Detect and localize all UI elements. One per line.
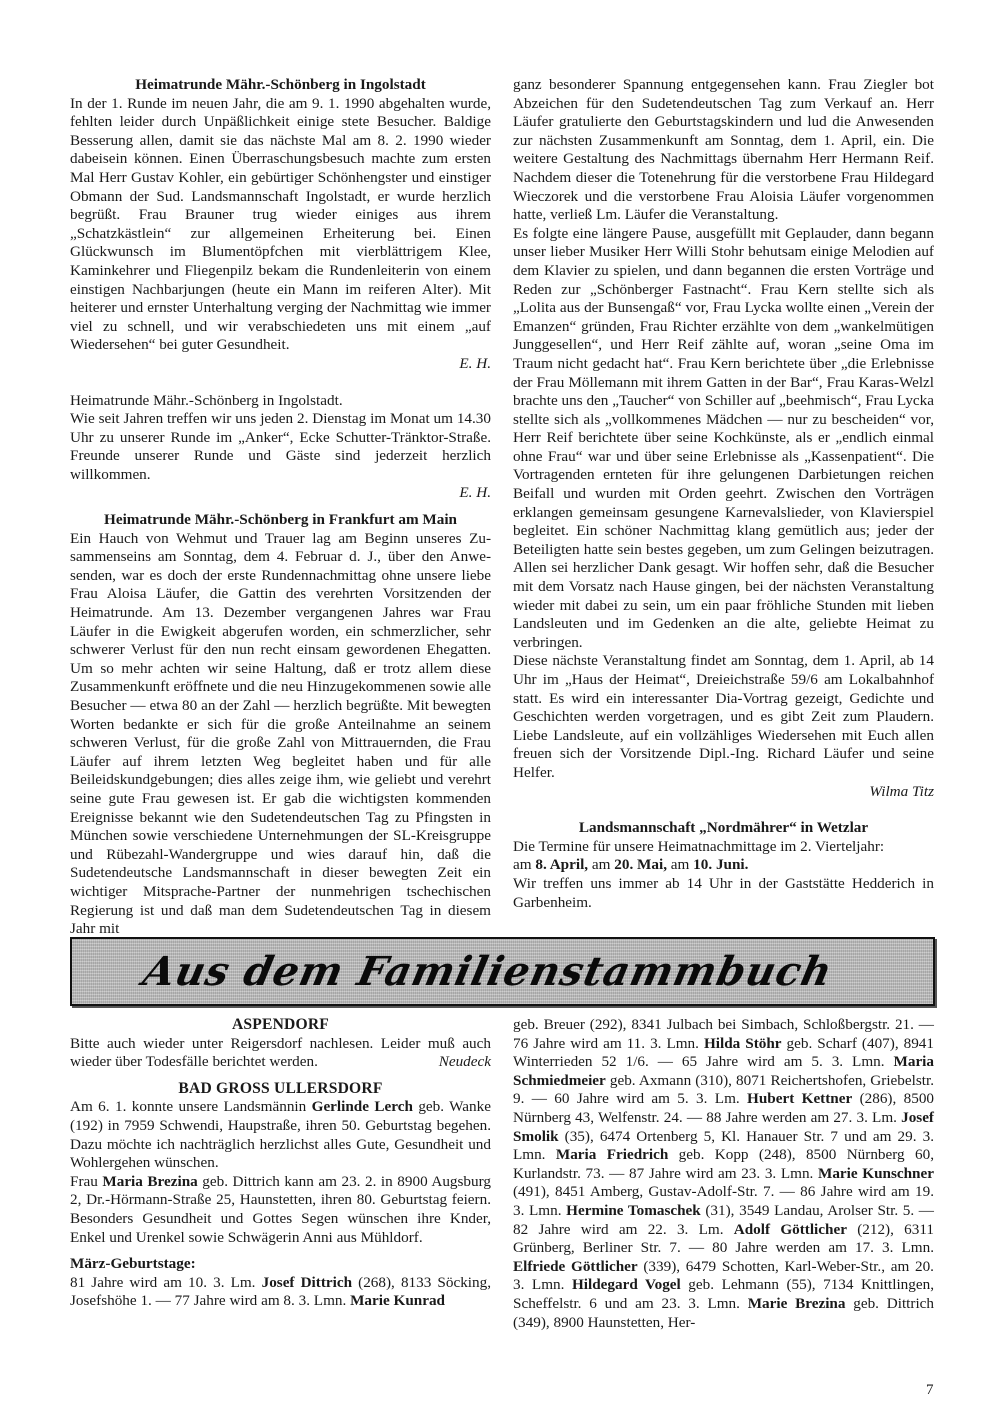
bgu-paragraph-1: [70, 1098, 491, 1172]
section-body-aspendorf: Bitte auch wieder unter Reigersdorf nachlesen. Leider muß auch wieder über Todesfälle berichtet werden.: [70, 1034, 491, 1071]
text: geb. Wanke (192) in 7959 Schwendi, Haupstraße, ihren 50. Geburtstag begehen. Dazu möchte ich nachträglich herzlichst alles Gute, Gesundheit und Wohlergehen wünschen.: [70, 1098, 491, 1172]
section-title-bad-gross-ullersdorf: BAD GROSS ULLERSDORF: [178, 1079, 383, 1097]
frankfurt-continued-p2: Es folgte eine längere Pause, ausgefüllt mit Geplauder, dann begann unser lieber Musiker Herr Willi Stohr behutsam einige Melodien auf dem Klavier zu spielen, und dann begannen die ersten Vorträge und Reden zur „Schönberger Fastnacht“. Frau Kern stellte sich als „Lolita aus der Bunsengaß“ vor, Frau Lycka wollte einen „Verein der Emanzen“ gründen, Frau Richter erzählte von dem „wankelmütigen Junggesellen“, und Herr Reif zählte auf, woran „seine Oma im Traum nicht gedacht hat“. Frau Kern berichtete über „die Erlebnisse der Frau Möllemann mit ihrem Gatten in der Bar“, Frau Karas-Welzl brachte uns den „Taucher“ von Schiller auf „beehmisch“, Frau Lycka stellte sich als „vollkommenes Mädchen — nur zu bescheiden“ vor, Herr Reif berichtete über seine Kochkünste, als er „endlich einmal ohne Frau“ war und über seine Erlebnisse als „Kassenpatient“. Die Vortragenden ernteten für ihre gelungenen Darbietungen reichen Beifall und wurden mit Orden geehrt. Zwischen den Vorträgen erklangen gemeinsam gesungene Karnevalslieder, von Klavierspiel begleitet. Ein schöner Nachmittag klang gemütlich aus; jeder der Beteiligten hatte sein bestes gegeben, um zum Gelingen beizutragen. Allen sei herzlicher Dank gesagt. Wir hoffen sehr, daß die Besucher mit dem Vorsatz nach Hause gingen, bei der nächsten Veranstaltung wieder mit dabei zu sein, um ein paar fröhliche Stunden mit lieben Landsleuten und im Gedenken an die alte, geliebte Heimat zu verbringen.: [513, 224, 934, 651]
date: 20. Mai,: [614, 856, 667, 874]
text: geb. Kopp (248), 8500 Nürnberg 60, Kurlandstr. 73. — 87 Jahre wird am 23. 3. Lmn.: [513, 1146, 934, 1182]
signature: Wilma Titz: [869, 782, 934, 800]
text: (212), 6311 Grünberg, Berliner Str. 7. — 80 Jahre werden am 17. 3. Lmn.: [513, 1220, 934, 1257]
person-name: Marie Kunschner: [817, 1164, 934, 1182]
date: 8. April,: [535, 856, 589, 874]
text: am: [513, 856, 532, 874]
bgu-paragraph-2: [70, 1173, 491, 1247]
text: (31), 3549 Landau, Arolser Str. 5. — 82 Jahre wird am 22. 3. Lm.: [513, 1201, 934, 1238]
text: (35), 6474 Ortenberg 5, Kl. Hanauer Str. 7 und am 29. 3. Lmn.: [513, 1127, 934, 1164]
signature: E. H.: [459, 354, 491, 372]
text: geb. Breuer (292), 8341 Julbach bei Simbach, Schloßbergstr. 21. — 76 Jahre wird am 11. 3. Lmn.: [513, 1016, 934, 1052]
body-text: In der 1. Runde im neuen Jahr, die am 9. 1. 1990 abgehalten wurde, fehlten leider durch Unpäßlichkeit einige stete Besucher. Baldige Besserung allen, damit sie das nächste Mal am 8. 2. 1990 wieder dabeisein können. Einen Überraschungsbesuch machte zum ersten Mal Herr Gustav Kohler, ein gebürtiger Schönhengster und einstiger Obmann der Sud. Landsmannschaft Ingolstadt, er wurde herzlich begrüßt. Frau Brauner trug wieder einiges aus ihrem „Schatzkästlein“ zur allgemeinen Erheiterung bei. Einen Glückwunsch im Blumentöpfchen mit vierblättrigem Klee, Kaminkehrer und Fliegenpilz bekam die Rundenleiterin von einem einstigen Nachbarjungen (heute ein Mann im reiferen Alter). Mit heiterer und ernster Unterhaltung verging der Nachmittag wie immer viel zu schnell, und wir verabschiedeten uns mit einem „auf Wiedersehen“ bei guter Gesundheit.: [70, 94, 491, 354]
person-name: Josef Dittrich: [261, 1273, 353, 1291]
march-birthdays-continued: [513, 1016, 934, 1332]
spacer: [513, 801, 934, 819]
section-title-frankfurt: Heimatrunde Mähr.-Schönberg in Frankfurt am Main: [104, 511, 457, 529]
march-birthdays-title: [70, 1255, 491, 1274]
person-name: Hildegard Vogel: [571, 1276, 681, 1294]
person-name: Elfriede Göttlicher: [513, 1257, 638, 1275]
section-body-ingolstadt-2: Wie seit Jahren treffen wir uns jeden 2. Dienstag im Monat um 14.30 Uhr zu unserer Runde im „Anker“, Ecke Schutter-Tränktor-Straße. Freunde unserer Runde und Gäste sind jederzeit herzlich willkommen.: [70, 410, 491, 483]
text: (286), 8500 Nürnberg 43, Welfenstr. 24. — 88 Jahre werden am 27. 3. Lm.: [513, 1090, 935, 1126]
text: (268), 8133 Söcking, Josefshöhe 1. — 77 Jahre wird am 8. 3. Lmn.: [70, 1273, 491, 1310]
text: Frau: [70, 1172, 103, 1190]
person-name: Hermine Tomaschek: [566, 1201, 701, 1219]
text: geb. Lehmann (55), 7134 Knittlingen, Scheffelstr. 6 und am 23. 3. Lmn.: [513, 1276, 934, 1312]
person-name: Hubert Kettner: [747, 1090, 853, 1108]
person-name: Gerlinde Lerch: [311, 1098, 413, 1116]
signature-line: [513, 783, 934, 802]
signature-line: [70, 484, 491, 503]
person-name: Marie Brezina: [747, 1294, 846, 1312]
signature: E. H.: [459, 484, 491, 502]
section-title-aspendorf: ASPENDORF: [231, 1016, 330, 1033]
page-number: 7: [926, 1382, 934, 1398]
left-column-top: [70, 76, 491, 939]
person-name: Maria Brezina: [102, 1172, 198, 1190]
date: 10. Juni.: [693, 856, 749, 874]
section-title-ingolstadt: Heimatrunde Mähr.-Schönberg in Ingolstadt: [135, 76, 426, 93]
text: geb. Dittrich (349), 8900 Haunstetten, Her-: [513, 1294, 934, 1331]
person-name: Hilda Stöhr: [703, 1034, 782, 1052]
banner-title: Aus dem Familienstammbuch: [138, 948, 837, 995]
text: Am 6. 1. konnte unsere Landsmännin: [70, 1098, 312, 1116]
march-birthdays-body: [70, 1274, 491, 1311]
signature: Neudeck: [438, 1053, 491, 1071]
right-column-top: [513, 76, 934, 912]
wetzlar-line-3: Wir treffen uns immer ab 14 Uhr in der Gaststätte Hedderich in Garbenheim.: [513, 874, 934, 911]
section-body-ingolstadt: [70, 95, 491, 355]
text: am: [670, 856, 690, 874]
text: am: [591, 856, 611, 874]
text: (491), 8451 Amberg, Gustav-Adolf-Str. 7. — 86 Jahre wird am 19. 3. Lmn.: [513, 1183, 934, 1219]
spacer: [70, 503, 491, 511]
person-name: Josef Smolik: [513, 1108, 934, 1145]
text: (339), 6479 Schotten, Karl-Weber-Str., am 20. 3. Lmn.: [513, 1257, 934, 1294]
section-banner: [70, 937, 935, 1006]
text: 81 Jahre wird am 10. 3. Lm.: [70, 1273, 262, 1291]
wetzlar-line-1: Die Termine für unsere Heimatnachmittage im 2. Vierteljahr:: [513, 837, 885, 855]
wetzlar-dates: [513, 856, 934, 875]
section-title-ingolstadt-2: Heimatrunde Mähr.-Schönberg in Ingolstadt.: [70, 391, 343, 409]
text: geb. Scharf (407), 8941 Winterrieden 52 1/6. — 65 Jahre wird am 5. 3. Lmn.: [513, 1034, 934, 1071]
text: geb. Dittrich kann am 23. 2. in 8900 Augsburg 2, Dr.-Hörmann-Straße 25, Haunstetten, ihren 80. Geburtstag feiern. Besonders Gesundheit und Gottes Segen wünschen ihre Knder, Enkel und Urenkel sowie Schwägerin Anni aus Mühldorf.: [70, 1172, 491, 1246]
spacer: [70, 374, 491, 392]
spacer: [70, 1072, 491, 1080]
text: geb. Axmann (310), 8071 Reichertshofen, Griebelstr. 9. — 60 Jahre wird am 5. 3. Lm.: [513, 1071, 934, 1108]
frankfurt-continued-p1: ganz besonderer Spannung entgegensehen kann. Frau Ziegler bot Abzeichen für den Sudetendeutschen Tag zum Verkauf an. Herr Läufer gratulierte den Geburtstagskindern und lud die Anwesenden zur nächsten Zusammenkunft am Sonntag, dem 1. April, ein. Die weitere Gestaltung des Nachmittags übernahm Herr Hermann Reif. Nachdem dieser die Totenehrung für die verstorbene Frau Hildegard Wieczorek und die verstorbene Frau Aloisia Läufer vorgenommen hatte, verließ Lm. Läufer die Veranstaltung.: [513, 76, 934, 224]
subheading: März-Geburtstage:: [70, 1255, 196, 1273]
spacer: [70, 1247, 491, 1255]
person-name: Maria Friedrich: [555, 1146, 669, 1164]
person-name: Maria Schmiedmeier: [513, 1053, 934, 1089]
person-name: Adolf Göttlicher: [733, 1220, 847, 1238]
signature-line: [70, 355, 491, 374]
section-body-frankfurt: Ein Hauch von Wehmut und Trauer lag am Beginn unseres Zusammenseins am Sonntag, dem 4. Februar d. J., über den Anwesenden, war es doch der erste Rundennachmittag ohne unsere liebe Frau Aloisa Läufer, die Gattin des verehrten Vorsitzenden der Heimatrunde. Am 13. Dezember vergangenen Jahres war Frau Läufer in die Ewigkeit abgerufen worden, ein schmerzlicher, sehr schwerer Verlust für den nun recht einsam gewordenen Ehegatten. Um so mehr achten wir seine Haltung, daß er trotz allem diese Zusammenkunft eröffnete und die neu Hinzugekommenen sowie alle Besucher — etwa 80 an der Zahl — herzlich begrüßte. Mit bewegten Worten bedankte er sich für die große Anteilnahme an seinem schweren Verlust, für die große Zahl von Mittrauernden, die Frau Läufer auf ihrem letzten Weg begleitet haben und für alle Beileidskundgebungen; dies alles zeige ihm, wie geliebt und verehrt seine gute Frau gewesen ist. Er gab die wichtigsten kommenden Ereignisse bekannt wie den Sudetendeutschen Tag zu Pfingsten in München sowie verschiedene Unternehmungen der SL-Kreisgruppe und Rübezahl-Wandergruppe und wies darauf hin, daß die Sudetendeutsche Landsmannschaft in dieser bewegten Zeit ein wichtiger Mitsprache-Partner der nunmehrigen tschechischen Regierung ist und daß man dem Sudetendeutschen Tag in diesem Jahr mit: [70, 529, 491, 938]
frankfurt-continued-p3: Diese nächste Veranstaltung findet am Sonntag, dem 1. April, ab 14 Uhr im „Haus der Heimat“, Dreieichstraße 59/6 am Lokalbahnhof statt. Es wird ein interessanter Dia-Vortrag gezeigt, Gedichte und Geschichten werden vorgetragen, und es gibt Zeit zum Plaudern. Liebe Landsleute, auf ein vollzähliges Wiedersehen mit Euch allen freuen sich der Vorsitzende Dipl.-Ing. Richard Läufer und seine Helfer.: [513, 652, 934, 781]
right-column-bottom: [513, 1016, 934, 1332]
section-title-wetzlar: Landsmannschaft „Nordmährer“ in Wetzlar: [578, 819, 869, 837]
left-column-bottom: [70, 1016, 491, 1311]
person-name: Marie Kunrad: [350, 1292, 446, 1310]
